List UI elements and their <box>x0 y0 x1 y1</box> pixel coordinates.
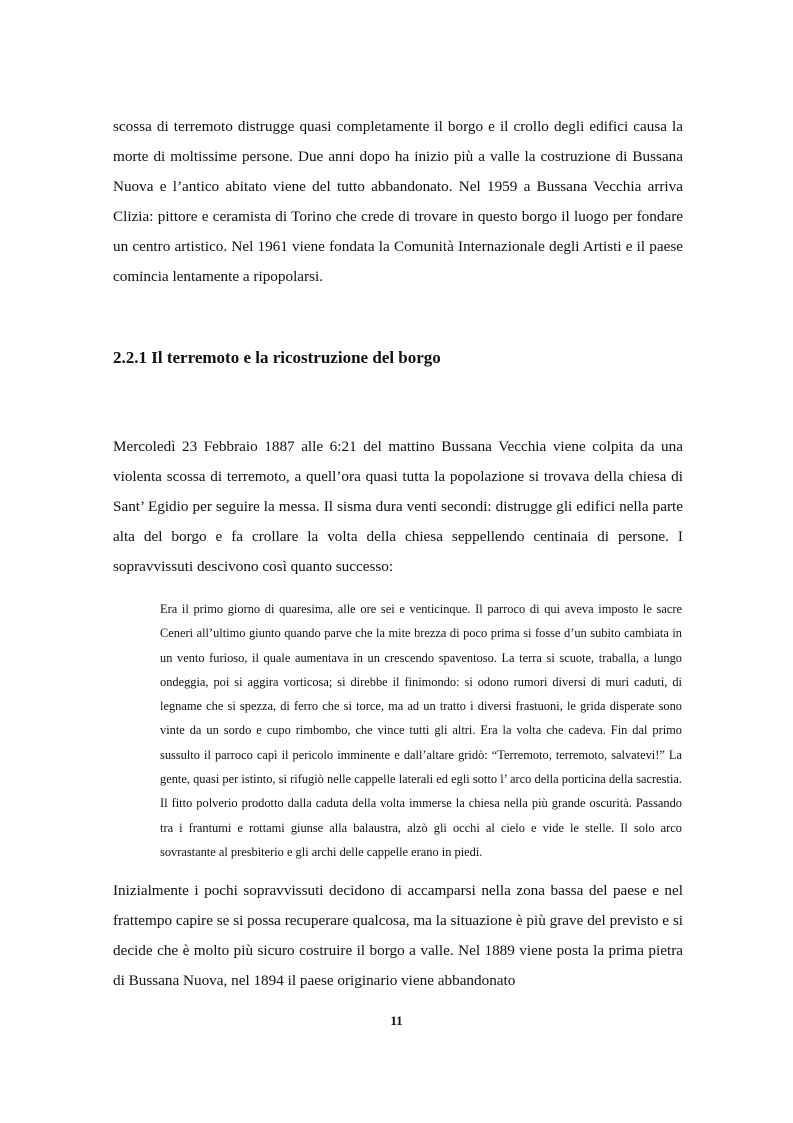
body-paragraph-intro: scossa di terremoto distrugge quasi completamente il borgo e il crollo degli edifici causa la morte di moltissime persone. Due anni dopo ha inizio più a valle la costruzione di Bussana Nuova e l’antico abitato viene del tutto abbandonato. Nel 1959 a Bussana Vecchia arriva Clizia: pittore e ceramista di Torino che crede di trovare in questo borgo il luogo per fondare un centro artistico. Nel 1961 viene fondata la Comunità Internazionale degli Artisti e il paese comincia lentamente a ripopolarsi. <box>113 118 683 285</box>
page-number: 11 <box>390 1013 403 1028</box>
body-paragraph-earthquake: Mercoledì 23 Febbraio 1887 alle 6:21 del mattino Bussana Vecchia viene colpita da una violenta scossa di terremoto, a quell’ora quasi tutta la popolazione si trovava della chiesa di Sant’ Egidio per seguire la messa. Il sisma dura venti secondi: distrugge gli edifici nella parte alta del borgo e fa crollare la volta della chiesa seppellendo centinaia di persone. I sopravvissuti descivono così quanto successo: <box>113 438 683 575</box>
body-paragraph-aftermath: Inizialmente i pochi sopravvissuti decidono di accamparsi nella zona bassa del paese e nel frattempo capire se si possa recuperare qualcosa, ma la situazione è più grave del previsto e si decide che è molto più sicuro costruire il borgo a valle. Nel 1889 viene posta la prima pietra di Bussana Nuova, nel 1894 il paese originario viene abbandonato <box>113 882 683 989</box>
block-quote: Era il primo giorno di quaresima, alle ore sei e venticinque. Il parroco di qui aveva imposto le sacre Ceneri all’ultimo giunto quando parve che la mite brezza di poco prima si fosse d’un subito cambiata in un vento furioso, il quale aumentava in un crescendo spaventoso. La terra si scuote, traballa, a lungo ondeggia, poi si aggira vorticosa; si direbbe il finimondo: si odono rumori diversi di muri caduti, di legname che si spezza, di ferro che si torce, ma ad un tratto i diversi frastuoni, le grida disperate sono vinte da un sordo e cupo rimbombo, che vince tutti gli altri. Era la volta che cadeva. Fin dal primo sussulto il parroco capì il pericolo imminente e dall’altare gridò: “Terremoto, terremoto, salvatevi!” La gente, quasi per istinto, si rifugiò nelle cappelle laterali ed egli sotto l’ arco della porticina della sacrestia. Il fitto polverio prodotto dalla caduta della volta immerse la chiesa nella più grande oscurità. Passando tra i frantumi e rottami giunse alla balaustra, alzò gli occhi al cielo e vide le stelle. Il solo arco sovrastante al presbiterio e gli archi delle cappelle erano in piedi. <box>160 602 682 859</box>
section-heading: 2.2.1 Il terremoto e la ricostruzione del borgo <box>113 348 441 367</box>
